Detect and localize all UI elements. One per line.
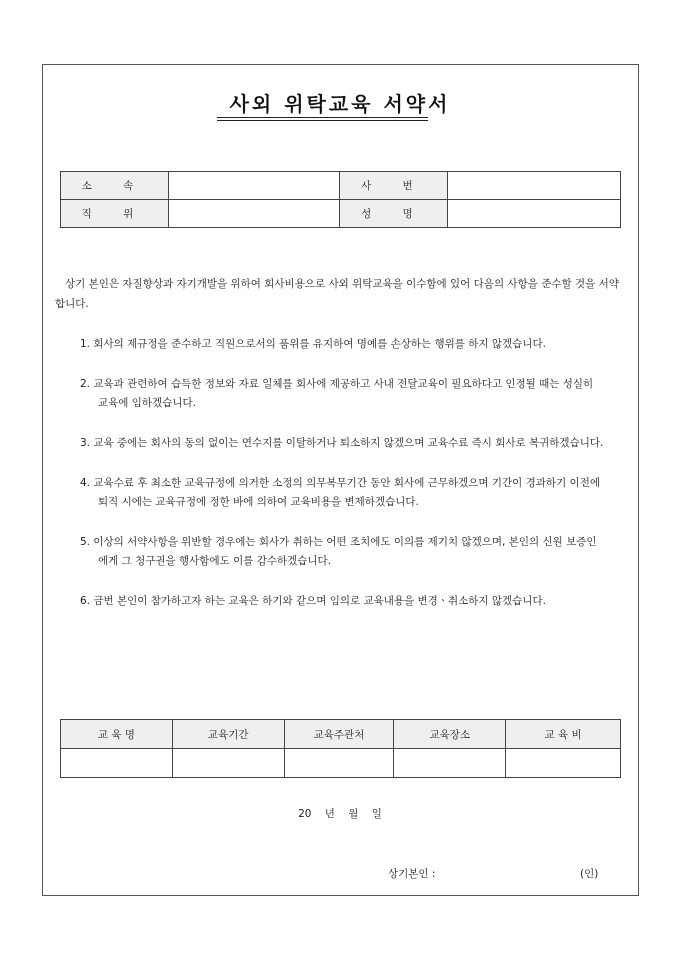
dept-label: 소 속 (61, 172, 169, 200)
course-location-field[interactable] (394, 749, 506, 778)
course-name-field[interactable] (61, 749, 173, 778)
course-location-header: 교육장소 (394, 720, 506, 749)
title-underline (217, 117, 428, 118)
signer-label: 상기본인 : (388, 868, 436, 880)
document-title: 사외 위탁교육 서약서 (229, 92, 451, 116)
course-period-field[interactable] (172, 749, 284, 778)
position-field[interactable] (168, 200, 340, 228)
pledge-item: 6. 금번 본인이 참가하고자 하는 교육은 하기와 같으며 임의로 교육내용을 변경ㆍ취소하지 않겠습니다. (80, 595, 546, 607)
pledge-list (80, 335, 605, 632)
name-field[interactable] (448, 200, 621, 228)
emp-no-field[interactable] (448, 172, 621, 200)
pledge-item: 1. 회사의 제규정을 준수하고 직원으로서의 품위를 유지하여 명예를 손상하는 행위를 하지 않겠습니다. (80, 338, 546, 350)
pledge-item: 4. 교육수료 후 최소한 교육규정에 의거한 소정의 의무복무기간 동안 회사에 근무하겠으며 기간이 경과하기 이전에 퇴직 시에는 교육규정에 정한 바에 의하여 교육비용을 변제하겠습니다. (80, 477, 600, 508)
seal-label: (인) (580, 868, 599, 880)
emp-no-label: 사 번 (340, 172, 448, 200)
course-organizer-field[interactable] (284, 749, 394, 778)
date-line: 20 년 월 일 (298, 808, 382, 820)
pledge-item: 2. 교육과 관련하여 습득한 정보와 자료 일체를 회사에 제공하고 사내 전달교육이 필요하다고 인정될 때는 성실히 교육에 임하겠습니다. (80, 378, 594, 409)
course-cost-header: 교 육 비 (506, 720, 621, 749)
course-period-header: 교육기간 (172, 720, 284, 749)
dept-field[interactable] (168, 172, 340, 200)
personal-info-table (60, 171, 621, 228)
pledge-item: 5. 이상의 서약사항을 위반할 경우에는 회사가 취하는 어떤 조치에도 이의를 제기치 않겠으며, 본인의 신원 보증인에게 그 청구권을 행사함에도 이를 감수하겠습니다. (80, 536, 597, 567)
pledge-item: 3. 교육 중에는 회사의 동의 없이는 연수지를 이탈하거나 퇴소하지 않겠으며 교육수료 즉시 회사로 복귀하겠습니다. (80, 437, 604, 449)
course-organizer-header: 교육주관처 (284, 720, 394, 749)
course-cost-field[interactable] (506, 749, 621, 778)
position-label: 직 위 (61, 200, 169, 228)
intro-paragraph: 상기 본인은 자질향상과 자기개발을 위하여 회사비용으로 사외 위탁교육을 이수함에 있어 다음의 사항을 준수할 것을 서약합니다. (55, 278, 619, 310)
name-label: 성 명 (340, 200, 448, 228)
title-underline (217, 120, 428, 121)
course-name-header: 교 육 명 (61, 720, 173, 749)
course-info-table (60, 719, 621, 778)
